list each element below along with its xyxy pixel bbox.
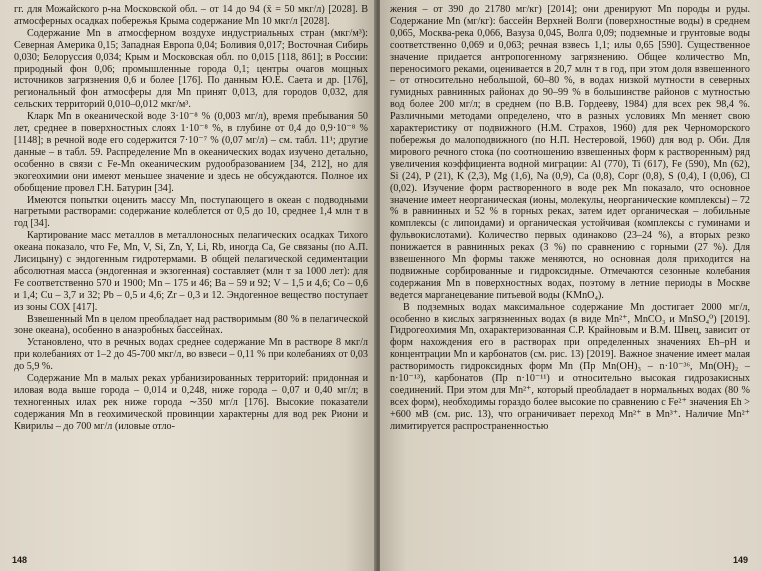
left-paragraph-7: Установлено, что в речных водах среднее содержание Mn в растворе 8 мкг/л при колебаниях от 1–2 до 45-700 мкг/л, во взвеси – 0,11 % при колебаниях от 0,03 до 5,9 %. xyxy=(14,337,368,373)
right-page xyxy=(380,0,762,571)
right-paragraph-1: жения – от 390 до 21780 мг/кг) [2014]; они дренируют Mn породы и руды. Содержание Mn (мг/кг): бассейн Верхней Волги (поверхностные воды) в среднем 0,065, Москва-река 0,066, Вазуза 0,045, Волга 0,09; подземные и грунтовые воды соответственно 0,069 и 0,063; речная взвесь 1,1; илы 0,65 [590]. Существенное значение придается антропогенному загрязнению. Общее количество Mn, переносимого реками, оценивается в 20,7 млн т в год, при этом доля взвешенного – от относительно небольшой, 60–80 %, в водах низкой мутности в северных гумидных равнинных районах до 90–99 % в большинстве районов с мутностью вод более 200 мг/л; в среднем (по В.В. Гордееву, 1984) для всех рек 98,4 %. Различными методами определено, что в разных условиях Mn меняет свою характеристику от подвижного (Н.М. Страхов, 1960) для рек Черноморского побережья до малоподвижного (по Н.П. Нестеровой, 1960) для вод р. Оби. Для мирового речного стока (по соотношению взвешенных форм к растворенным) ряд увеличения коэффициента водной миграции: Al (770), Ti (617), Fe (590), Mn (62), Si (24), P (21), K (2,3), Mg (1,6), Na (0,9), Ca (0,8), Cорг (0,8), S (0,4), I (0,06), Cl (0,02). Изучение форм растворенного в воде рек Mn показало, что основное значение имеет неорганическая (ионы, молекулы, неорганические комплексы) – 72 % в равнинных и 52 % в горных реках, затем идет органическая – лобильные комплексы (с липоидами) и органическая устойчивая (комплексы с гуминами и фульвокислотами). Количество первых одинаково (23–24 %), а вторых резко понижается в равнинных реках (3 %) по сравнению с горными (27 %). Для взвешенного Mn формы также меняются, но основная доля приходится на подвижные сорбированные и гидроксидные. Отмечаются сезонные колебания содержания Mn в поверхностных водах, поэтому в летние периоды в Москве ведется марганецевание питьевой воды (KMnO₄). xyxy=(390,4,750,301)
page-number-right: 149 xyxy=(732,555,748,565)
right-paragraph-2: В подземных водах максимальное содержание Mn достигает 2000 мг/л, особенно в кислых загрязненных водах (в виде Mn²⁺, MnCO₃ и MnSO₄⁰) [2019]. Гидрогеохимия Mn, охарактеризованная С.Р. Крайновым и В.М. Швец, зависит от форм нахождения его в растворах при определенных значениях Eh–pH и концентрации Mn и карбонатов (см. рис. 13) [2019]. Важное значение имеет малая растворимость гидроксидных форм Mn (Пр Mn(OH)₃ – n·10⁻³⁶, Mn(OH)₂ – n·10⁻¹³), карбонатов (Пр n·10⁻¹¹) и относительно высокая гидрозакисных соединений. При этом для Mn²⁺, который преобладает в нормальных водах (80 % всех форм), необходимы гораздо более высокие по сравнению с Fe²⁺ значения Eh > +600 мВ (см. рис. 13), что ограничивает переход Mn²⁺ в Mn³⁺. Наличие Mn²⁺ лимитируется распространенностью xyxy=(390,301,750,432)
left-paragraph-3: Кларк Mn в океанической воде 3·10⁻⁸ % (0,003 мг/л), время пребывания 50 лет, среднее в поверхностных слоях 1·10⁻⁸ %, в глубине от 0,4 до 0,9·10⁻⁸ % [1148]; в речной воде его содержится 7·10⁻⁷ % (0,07 мг/л) – см. табл. 11¹; другие данные – в табл. 59. Распределение Mn в океанических водах изучено детально, особенно в связи с Fe-Mn океаническим рудообразованием [34, 212], но для экогеохимии они имеют меньшее значение и здесь не обсуждаются. Полное их обобщение провел Г.Н. Батурин [34]. xyxy=(14,111,368,194)
left-paragraph-4: Имеются попытки оценить массу Mn, поступающего в океан с подводными нагретыми растворами: содержание колеблется от 0,5 до 10, среднее 1,4 млн т в год [34]. xyxy=(14,194,368,230)
page-number-left: 148 xyxy=(12,555,28,565)
left-paragraph-5: Картирование масс металлов в металлоносных пелагических осадках Тихого океана показало, что Fe, Mn, V, Si, Zn, Y, Li, Rb, иногда Ca, Ge связаны (по А.П. Лисицыну) с эндогенным гидротермами. В общей пелагической седиментации абсолютная масса (эндогенная и экзогенная) составляет (млн т за 1000 лет): для Fe соответственно 570 и 1900; Mn – 175 и 46; Ba – 59 и 92; V – 1,5 и 4,6; Co – 0,6 и 1,4; Cu – 3,7 и 32; Pb – 0,5 и 4,6; Zr – 0,3 и 12. Эндогенное вещество поступает из зоны СОХ [417]. xyxy=(14,230,368,313)
left-paragraph-8: Содержание Mn в малых реках урбанизированных территорий: придонная и иловая вода выше города – 0,014 и 0,248, ниже города – 0,07 и 0,40 мг/л; в техногенных илах рек ниже города ∼350 мг/л [176]. Высокие показатели содержания Mn в геохимической провинции характерны для вод рек Риони и Квирилы – до 700 мг/л (иловые отло- xyxy=(14,373,368,432)
left-paragraph-1: гг. для Можайского р-на Московской обл. – от 14 до 94 (x̄ = 50 мкг/л) [2028]. В атмосферных осадках побережья Крыма содержание Mn 10 мкг/л [2028]. xyxy=(14,4,368,27)
left-paragraph-6: Взвешенный Mn в целом преобладает над растворимым (80 % в пелагической зоне океана), особенно в анаэробных бассейнах. xyxy=(14,313,368,337)
left-page xyxy=(0,0,376,571)
left-paragraph-2: Содержание Mn в атмосферном воздухе индустриальных стран (мкг/м³): Северная Америка 0,15; Западная Европа 0,04; Боливия 0,017; Восточная Сибирь 0,030; Белоруссия 0,034; Крым и Московская обл. по 0,015 [118, 861]; в России: природный фон 0,06; промышленные города 0,1; центры очагов мощных источников загрязнения 0,6 и более [176]. По данным Ю.Е. Саета и др. [176], региональный фон атмосферы для Mn принят 0,013, для городов 0,032, для сельских территорий 0,010–0,012 мкг/м³. xyxy=(14,27,368,111)
